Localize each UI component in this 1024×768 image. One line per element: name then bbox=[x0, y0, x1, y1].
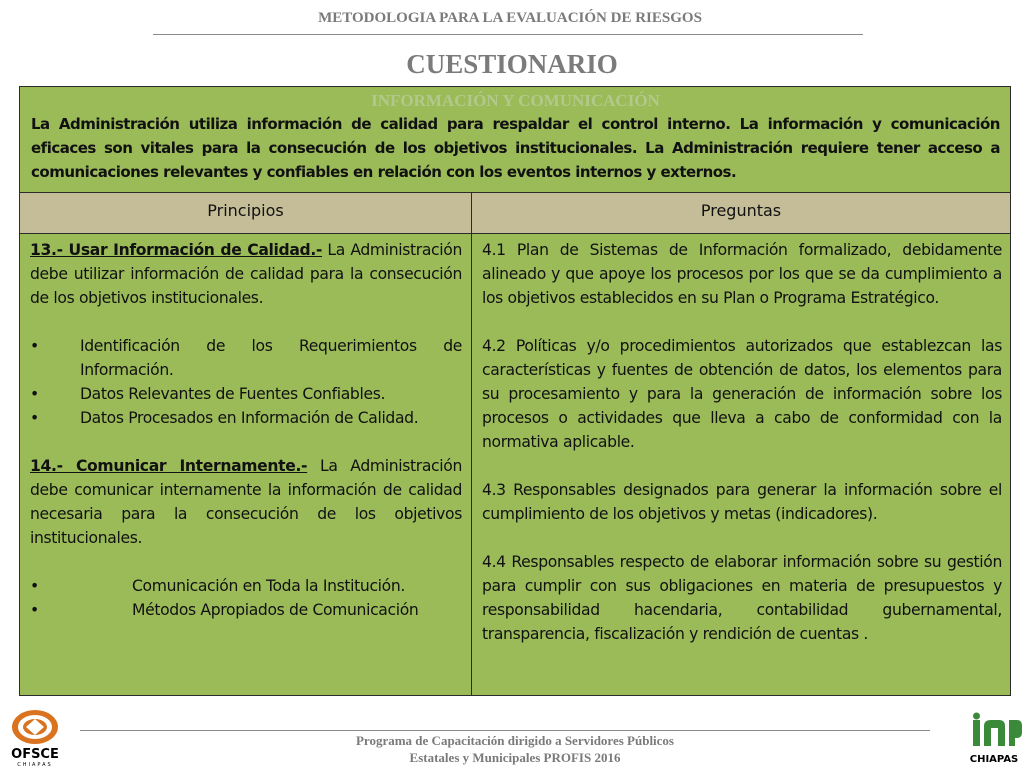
principle-13-bullet bbox=[30, 382, 462, 406]
principle-14-bullet-text: Métodos Apropiados de Comunicación bbox=[132, 601, 419, 619]
ofsce-logo-sub: CHIAPAS bbox=[17, 762, 53, 768]
bullet-dot: • bbox=[30, 337, 39, 355]
table-header-row bbox=[20, 193, 1010, 234]
intro-text: La Administración utiliza información de calidad para respaldar el control interno. La información y comunicación eficaces son vitales para la consecución de los objetivos institucionales. La Administración requiere tener acceso a comunicaciones relevantes y confiables en relación con los eventos internos y externos. bbox=[31, 115, 1000, 181]
principle-13-bullet bbox=[30, 406, 462, 430]
principle-13-text: La Administración debe utilizar información de calidad para la consecución de los objetivos institucionales. bbox=[30, 241, 462, 307]
ofsce-logo bbox=[4, 706, 66, 768]
ofsce-logo-name: OFSCE bbox=[11, 747, 59, 762]
principle-13-title: 13.- Usar Información de Calidad.- bbox=[30, 241, 323, 259]
intro-heading: INFORMACIÓN Y COMUNICACIÓN bbox=[371, 91, 660, 110]
principle-14-title: 14.- Comunicar Internamente.- bbox=[30, 457, 308, 475]
question-4-4: 4.4 Responsables respecto de elaborar información sobre su gestión para cumplir con sus obligaciones en materia de presupuestos y responsabilidad hacendaria, contabilidad gubernamental, transparencia, fiscalización y rendición de cuentas . bbox=[482, 553, 1002, 643]
principle-13-bullet-text: Datos Relevantes de Fuentes Confiables. bbox=[80, 385, 386, 403]
principle-14-text: La Administración debe comunicar internamente la información de calidad necesaria para la consecución de los objetivos institucionales. bbox=[30, 457, 462, 547]
bullet-dot: • bbox=[30, 385, 39, 403]
header-title: METODOLOGIA PARA LA EVALUACIÓN DE RIESGOS bbox=[318, 10, 702, 26]
iap-logo bbox=[965, 712, 1023, 766]
principle-13-bullet-text: Datos Procesados en Información de Calidad. bbox=[80, 409, 419, 427]
table-row bbox=[20, 234, 1010, 695]
question-4-3: 4.3 Responsables designados para generar la información sobre el cumplimiento de los objetivos y metas (indicadores). bbox=[482, 481, 1002, 523]
footer-divider bbox=[80, 730, 930, 731]
principle-14-bullet bbox=[30, 598, 462, 622]
questionnaire-table bbox=[19, 86, 1011, 696]
principle-13 bbox=[30, 238, 462, 310]
questions-cell bbox=[482, 238, 1002, 646]
column-header-principios: Principios bbox=[207, 201, 284, 220]
slide-title: CUESTIONARIO bbox=[406, 49, 618, 79]
question-4-1: 4.1 Plan de Sistemas de Información formalizado, debidamente alineado y que apoye los procesos por los que se da cumplimiento a los objetivos establecidos en su Plan o Programa Estratégico. bbox=[482, 241, 1002, 307]
principles-cell bbox=[30, 238, 462, 622]
intro-section bbox=[20, 87, 1010, 193]
footer-text bbox=[300, 732, 730, 766]
bullet-dot: • bbox=[30, 601, 39, 619]
header-divider bbox=[153, 34, 863, 35]
iap-logo-sub: CHIAPAS bbox=[969, 754, 1019, 765]
bullet-dot: • bbox=[30, 409, 39, 427]
bullet-dot: • bbox=[30, 577, 39, 595]
principle-14-bullet-text: Comunicación en Toda la Institución. bbox=[132, 577, 405, 595]
question-4-2: 4.2 Políticas y/o procedimientos autorizados que establezcan las características y fuentes de obtención de datos, los elementos para su procesamiento y para la generación de información sobre los procesos o actividades que lleva a cabo de conformidad con la normativa aplicable. bbox=[482, 337, 1002, 451]
principle-14 bbox=[30, 454, 462, 550]
column-divider bbox=[471, 193, 472, 695]
principle-13-bullet-text: Identificación de los Requerimientos de Información. bbox=[80, 337, 462, 379]
footer-line-2: Estatales y Municipales PROFIS 2016 bbox=[409, 750, 621, 765]
footer-line-1: Programa de Capacitación dirigido a Servidores Públicos bbox=[355, 733, 674, 748]
principle-13-bullet bbox=[30, 334, 462, 382]
principle-14-bullet bbox=[30, 574, 462, 598]
column-header-preguntas: Preguntas bbox=[700, 201, 782, 220]
